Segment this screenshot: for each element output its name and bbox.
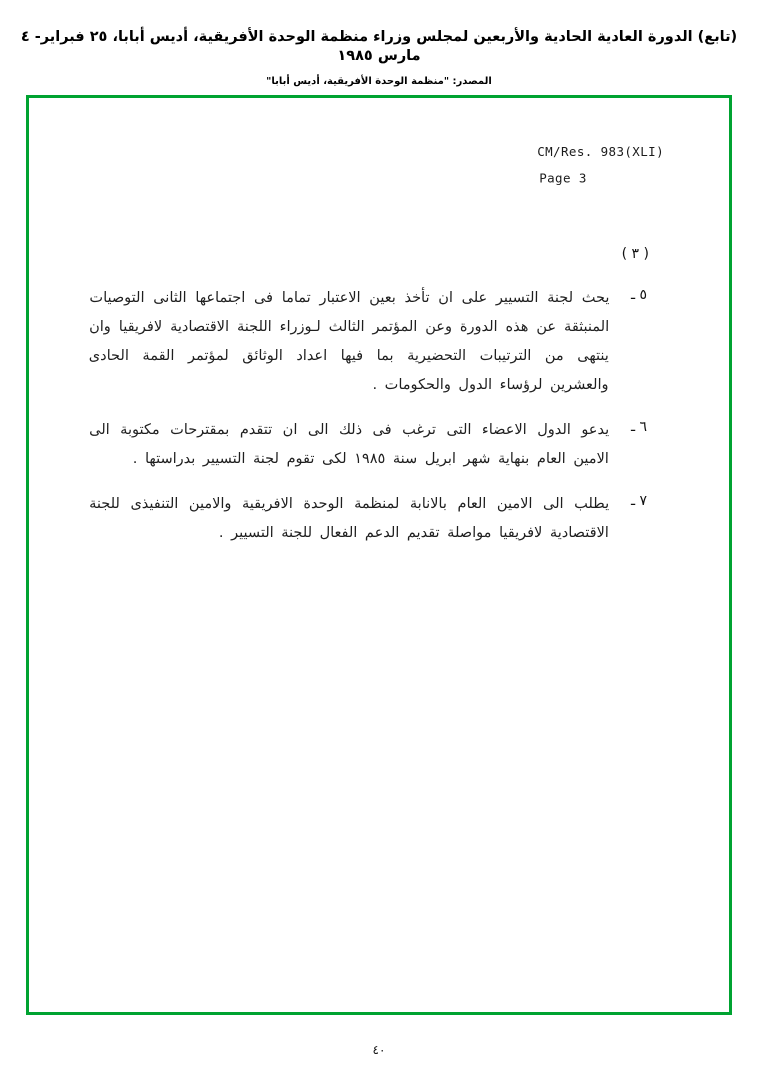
section-number: ( ٣ ) xyxy=(621,246,649,262)
header-title: (تابع) الدورة العادية الحادية والأربعين لمجلس وزراء منظمة الوحدة الأفريقية، أديس أبابا، ٢٥ فبراير- ٤ مارس ١٩٨٥ xyxy=(20,29,738,64)
scanned-page-frame xyxy=(26,95,732,1015)
footer-page-number: ٤٠ xyxy=(372,1043,386,1057)
clause-item xyxy=(89,490,669,548)
clause-item xyxy=(89,284,669,400)
page-footer xyxy=(0,1043,758,1057)
scanned-page-content xyxy=(29,98,729,1012)
document-symbol: CM/Res. 983(XLI) xyxy=(537,143,664,159)
clause-number: ٧ ـ xyxy=(630,493,648,509)
clause-number: ٥ ـ xyxy=(630,287,648,303)
clause-text: يحث لجنة التسيير على ان تأخذ بعين الاعتبار تماما فى اجتماعها الثانى التوصيات المنبثقة عن هذه الدورة وعن المؤتمر الثالث لـوزراء اللجنة الاقتصادية لافريقيا وان ينتهى من الترتيبات التحضيرية بما فيها اعداد الوثائق لمؤتمر القمة الحادى والعشرين لرؤساء الدول والحكومات . xyxy=(88,290,610,393)
clause-text: يدعو الدول الاعضاء التى ترغب فى ذلك الى ان تتقدم بمقترحات مكتوبة الى الامين العام بنهاية شهر ابريل سنة ١٩٨٥ لكى تقوم لجنة التسيير بدراستها . xyxy=(89,422,610,467)
document-reference xyxy=(537,143,664,185)
document-page-label: Page 3 xyxy=(539,169,587,185)
document-body xyxy=(89,246,669,564)
page-header xyxy=(0,28,758,87)
clause-text: يطلب الى الامين العام بالانابة لمنظمة الوحدة الافريقية والامين التنفيذى للجنة الاقتصادية لافريقيا مواصلة تقديم الدعم الفعال للجنة التسيير . xyxy=(89,496,610,541)
clause-number: ٦ ـ xyxy=(630,419,648,435)
header-source-note: المصدر: "منظمة الوحدة الأفريقية، أديس أبابا" xyxy=(266,75,492,87)
clause-item xyxy=(89,416,669,474)
